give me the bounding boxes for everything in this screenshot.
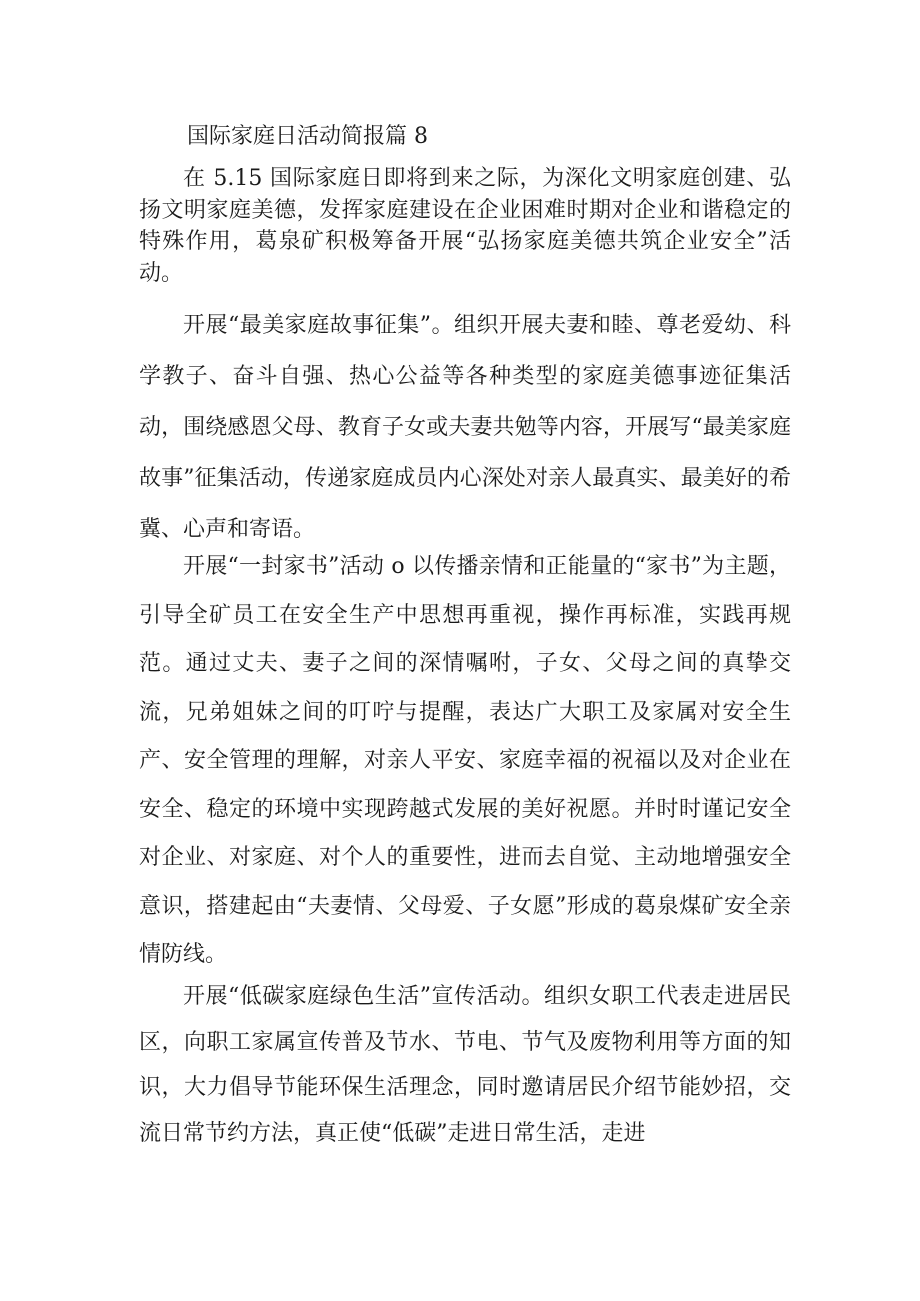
paragraph-low-carbon: 开展“低碳家庭绿色生活”宣传活动。组织女职工代表走进居民区，向职工家属宣传普及节水、节电、节气及废物利用等方面的知识，大力倡导节能环保生活理念，同时邀请居民介绍节能妙招，交流日常节约方法，真正使“低碳”走进日常生活，走进 bbox=[139, 984, 791, 1146]
paragraph-intro: 在 5.15 国际家庭日即将到来之际，为深化文明家庭创建、弘扬文明家庭美德，发挥家庭建设在企业困难时期对企业和谐稳定的特殊作用，葛泉矿积极筹备开展“弘扬家庭美德共筑企业安全”活动。 bbox=[139, 166, 791, 286]
paragraph-family-letter: 开展“一封家书”活动 o 以传播亲情和正能量的“家书”为主题，引导全矿员工在安全生产中思想再重视，操作再标准，实践再规范。通过丈夫、妻子之间的深情嘱咐，子女、父母之间的真挚交流，兄弟姐妹之间的叮咛与提醒，表达广大职工及家属对安全生产、安全管理的理解，对亲人平安、家庭幸福的祝福以及对企业在安全、稳定的环境中实现跨越式发展的美好祝愿。并时时谨记安全对企业、对家庭、对个人的重要性，进而去自觉、主动地增强安全意识，搭建起由“夫妻情、父母爱、子女愿”形成的葛泉煤矿安全亲情防线。 bbox=[139, 554, 791, 967]
paragraph-family-stories: 开展“最美家庭故事征集”。组织开展夫妻和睦、尊老爱幼、科学教子、奋斗自强、热心公益等各种类型的家庭美德事迹征集活动，围绕感恩父母、教育子女或夫妻共勉等内容，开展写“最美家庭故事”征集活动，传递家庭成员内心深处对亲人最真实、最美好的希冀、心声和寄语。 bbox=[139, 313, 791, 542]
document-title: 国际家庭日活动简报篇 8 bbox=[187, 124, 428, 149]
